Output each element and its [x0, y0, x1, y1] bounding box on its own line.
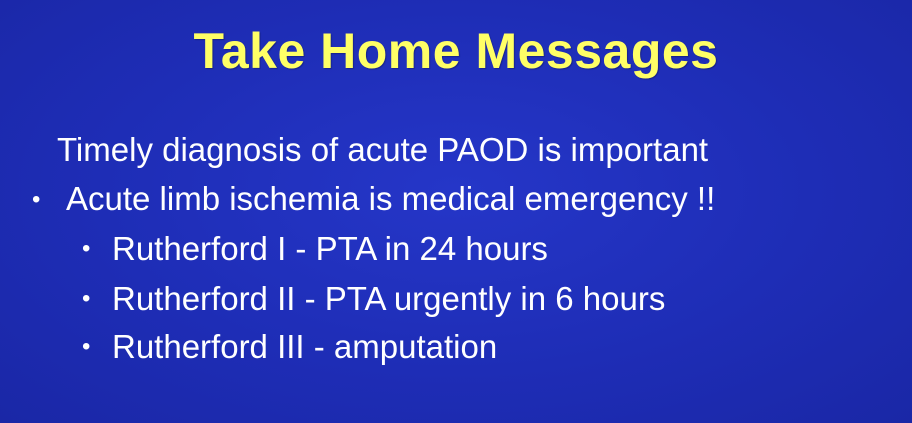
- bullet-icon: •: [82, 285, 91, 312]
- bullet-icon: •: [82, 235, 91, 262]
- bullet-item-level2: Rutherford I - PTA in 24 hours: [112, 230, 548, 267]
- bullet-item-level2: Rutherford II - PTA urgently in 6 hours: [112, 280, 666, 317]
- intro-statement: Timely diagnosis of acute PAOD is important: [57, 131, 709, 168]
- bullet-icon: •: [82, 333, 91, 360]
- bullet-item-level1: Acute limb ischemia is medical emergency !!: [66, 180, 716, 217]
- slide-title: Take Home Messages: [193, 23, 719, 79]
- bullet-item-level2: Rutherford III - amputation: [112, 328, 498, 365]
- bullet-icon: •: [32, 186, 41, 213]
